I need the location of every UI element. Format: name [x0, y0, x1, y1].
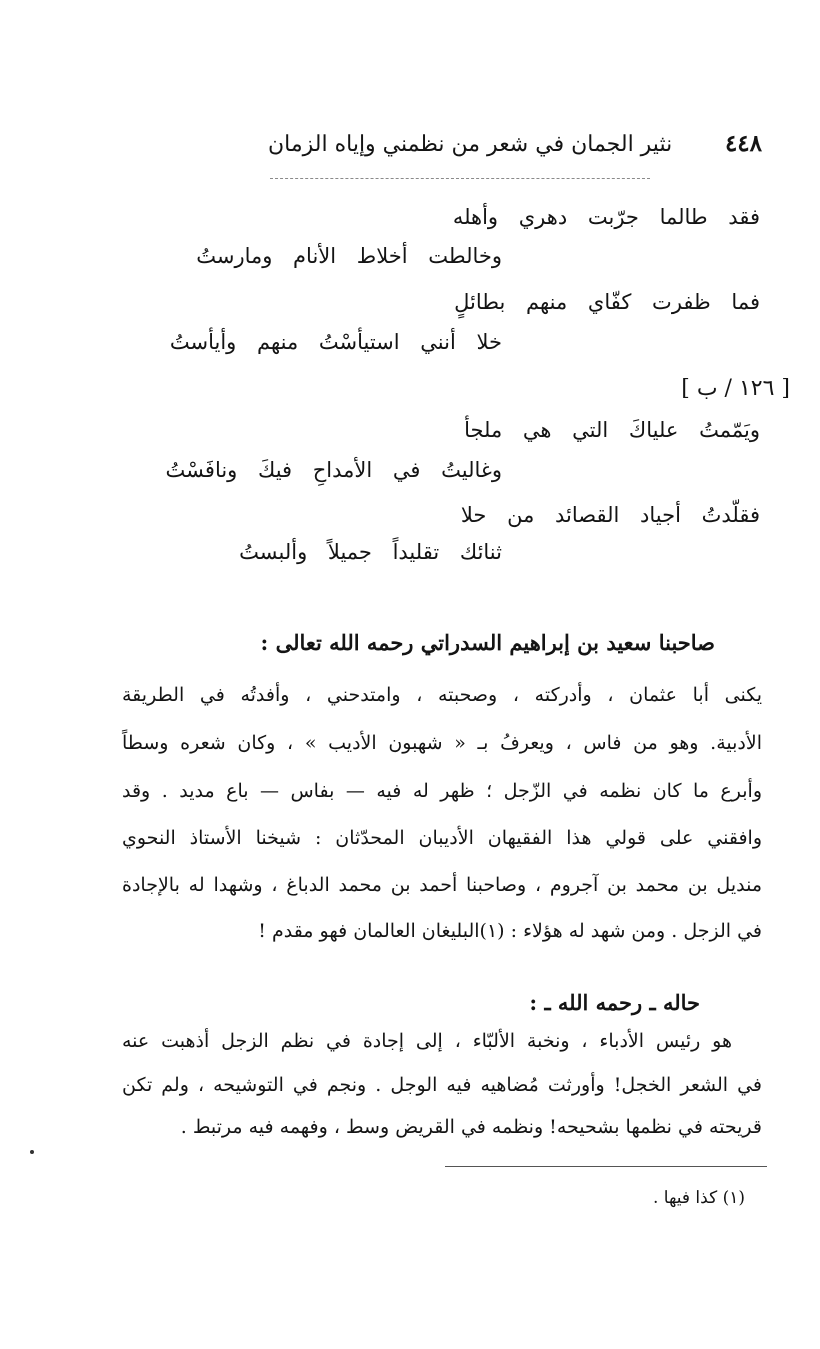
paragraph-line: قريحته في نظمها بشحيحه! ونظمه في القريض وسط ، وفهمه فيه مرتبط .	[180, 1116, 762, 1138]
verse-line-3: فما ظفرت كفّاي منهم بطائلٍ	[454, 290, 760, 314]
folio-marker: [ ١٢٦ / ب ]	[681, 376, 790, 401]
paragraph-line: الأدبية. وهو من فاس ، ويعرفُ بـ « شهبون الأديب » ، وكان شعره وسطاً	[122, 732, 762, 754]
section-heading: حاله ـ رحمه الله ـ :	[529, 990, 700, 1015]
paragraph-line: هو رئيس الأدباء ، ونخبة الألبّاء ، إلى إجادة في نظم الزجل أذهبت عنه	[122, 1030, 732, 1052]
scan-speck	[30, 1150, 34, 1154]
paragraph-line: وأبرع ما كان نظمه في الزّجل ؛ ظهر له فيه — بفاس — باع مديد . وقد	[122, 780, 762, 802]
verse-line-1: فقد طالما جرّبت دهري وأهله	[452, 205, 760, 229]
paragraph-line: منديل بن محمد بن آجروم ، وصاحبنا أحمد بن محمد الدباغ ، وشهدا له بالإجادة	[122, 874, 762, 896]
footnote-divider	[445, 1166, 767, 1167]
paragraph-line: في الشعر الخجل! وأورثت مُضاهيه فيه الوجل . ونجم في التوشيحه ، ولم تكن	[122, 1074, 762, 1096]
header-divider	[270, 178, 650, 179]
page-number: ٤٤٨	[724, 130, 762, 157]
running-title: نثير الجمان في شعر من نظمني وإياه الزمان	[268, 132, 673, 157]
verse-line-5: ويَمّمتُ علياكَ التي هي ملجأ	[464, 418, 760, 442]
paragraph-line: وافقني على قولي هذا الفقيهان الأديبان المحدّثان : شيخنا الأستاذ النحوي	[122, 827, 762, 849]
running-header	[268, 130, 762, 176]
verse-line-2: وخالطت أخلاط الأنام ومارستُ	[196, 244, 502, 268]
paragraph-line: يكنى أبا عثمان ، وأدركته ، وصحبته ، وامتدحني ، وأفدتُه في الطريقة	[122, 684, 762, 706]
verse-line-6: وغاليتُ في الأمداحِ فيكَ ونافَسْتُ	[165, 458, 502, 482]
paragraph-line: في الزجل . ومن شهد له هؤلاء : (١)البليغان العالمان فهو مقدم !	[258, 920, 762, 942]
section-heading: صاحبنا سعيد بن إبراهيم السدراتي رحمه الله تعالى :	[260, 630, 715, 655]
verse-line-7: فقلّدتُ أجياد القصائد من حلا	[460, 503, 760, 527]
verse-line-4: خلا أنني استيأسْتُ منهم وأيأستُ	[169, 330, 502, 354]
footnote: (١) كذا فيها .	[652, 1188, 745, 1208]
verse-line-8: ثنائك تقليداً جميلاً وألبستُ	[239, 540, 502, 564]
